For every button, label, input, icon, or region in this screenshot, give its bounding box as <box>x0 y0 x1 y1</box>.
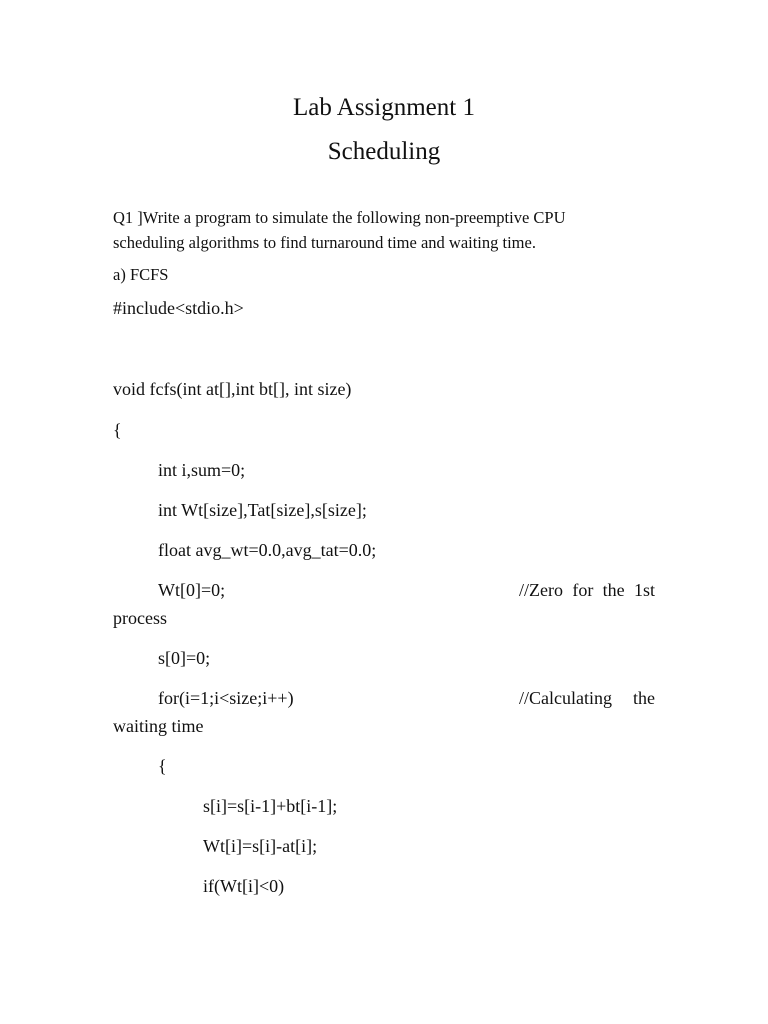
code-wt0: Wt[0]=0; <box>158 580 226 600</box>
code-open-brace: { <box>113 420 122 440</box>
code-if-statement: if(Wt[i]<0) <box>203 876 285 896</box>
part-a-label: a) FCFS <box>113 265 169 284</box>
code-inner-open-brace: { <box>158 756 167 776</box>
code-decl-float: float avg_wt=0.0,avg_tat=0.0; <box>158 540 377 560</box>
code-wt0-comment: //Zero for the 1st <box>519 580 655 600</box>
code-wt0-comment-cont: process <box>113 608 167 628</box>
code-decl-arrays: int Wt[size],Tat[size],s[size]; <box>158 500 367 520</box>
code-s0: s[0]=0; <box>158 648 211 668</box>
code-wt-i: Wt[i]=s[i]-at[i]; <box>203 836 318 856</box>
code-include: #include<stdio.h> <box>113 298 244 318</box>
document-subtitle: Scheduling <box>327 138 441 165</box>
code-for-comment: //Calculating the <box>519 688 655 708</box>
question-line-1: Q1 ]Write a program to simulate the following non-preemptive CPU <box>113 208 566 227</box>
code-for-comment-cont: waiting time <box>113 716 204 736</box>
code-decl-int: int i,sum=0; <box>158 460 246 480</box>
document-title: Lab Assignment 1 <box>293 94 475 121</box>
code-s-i: s[i]=s[i-1]+bt[i-1]; <box>203 796 338 816</box>
code-for-loop: for(i=1;i<size;i++) <box>158 688 294 708</box>
code-function-signature: void fcfs(int at[],int bt[], int size) <box>113 379 352 399</box>
question-line-2: scheduling algorithms to find turnaround time and waiting time. <box>113 233 536 252</box>
